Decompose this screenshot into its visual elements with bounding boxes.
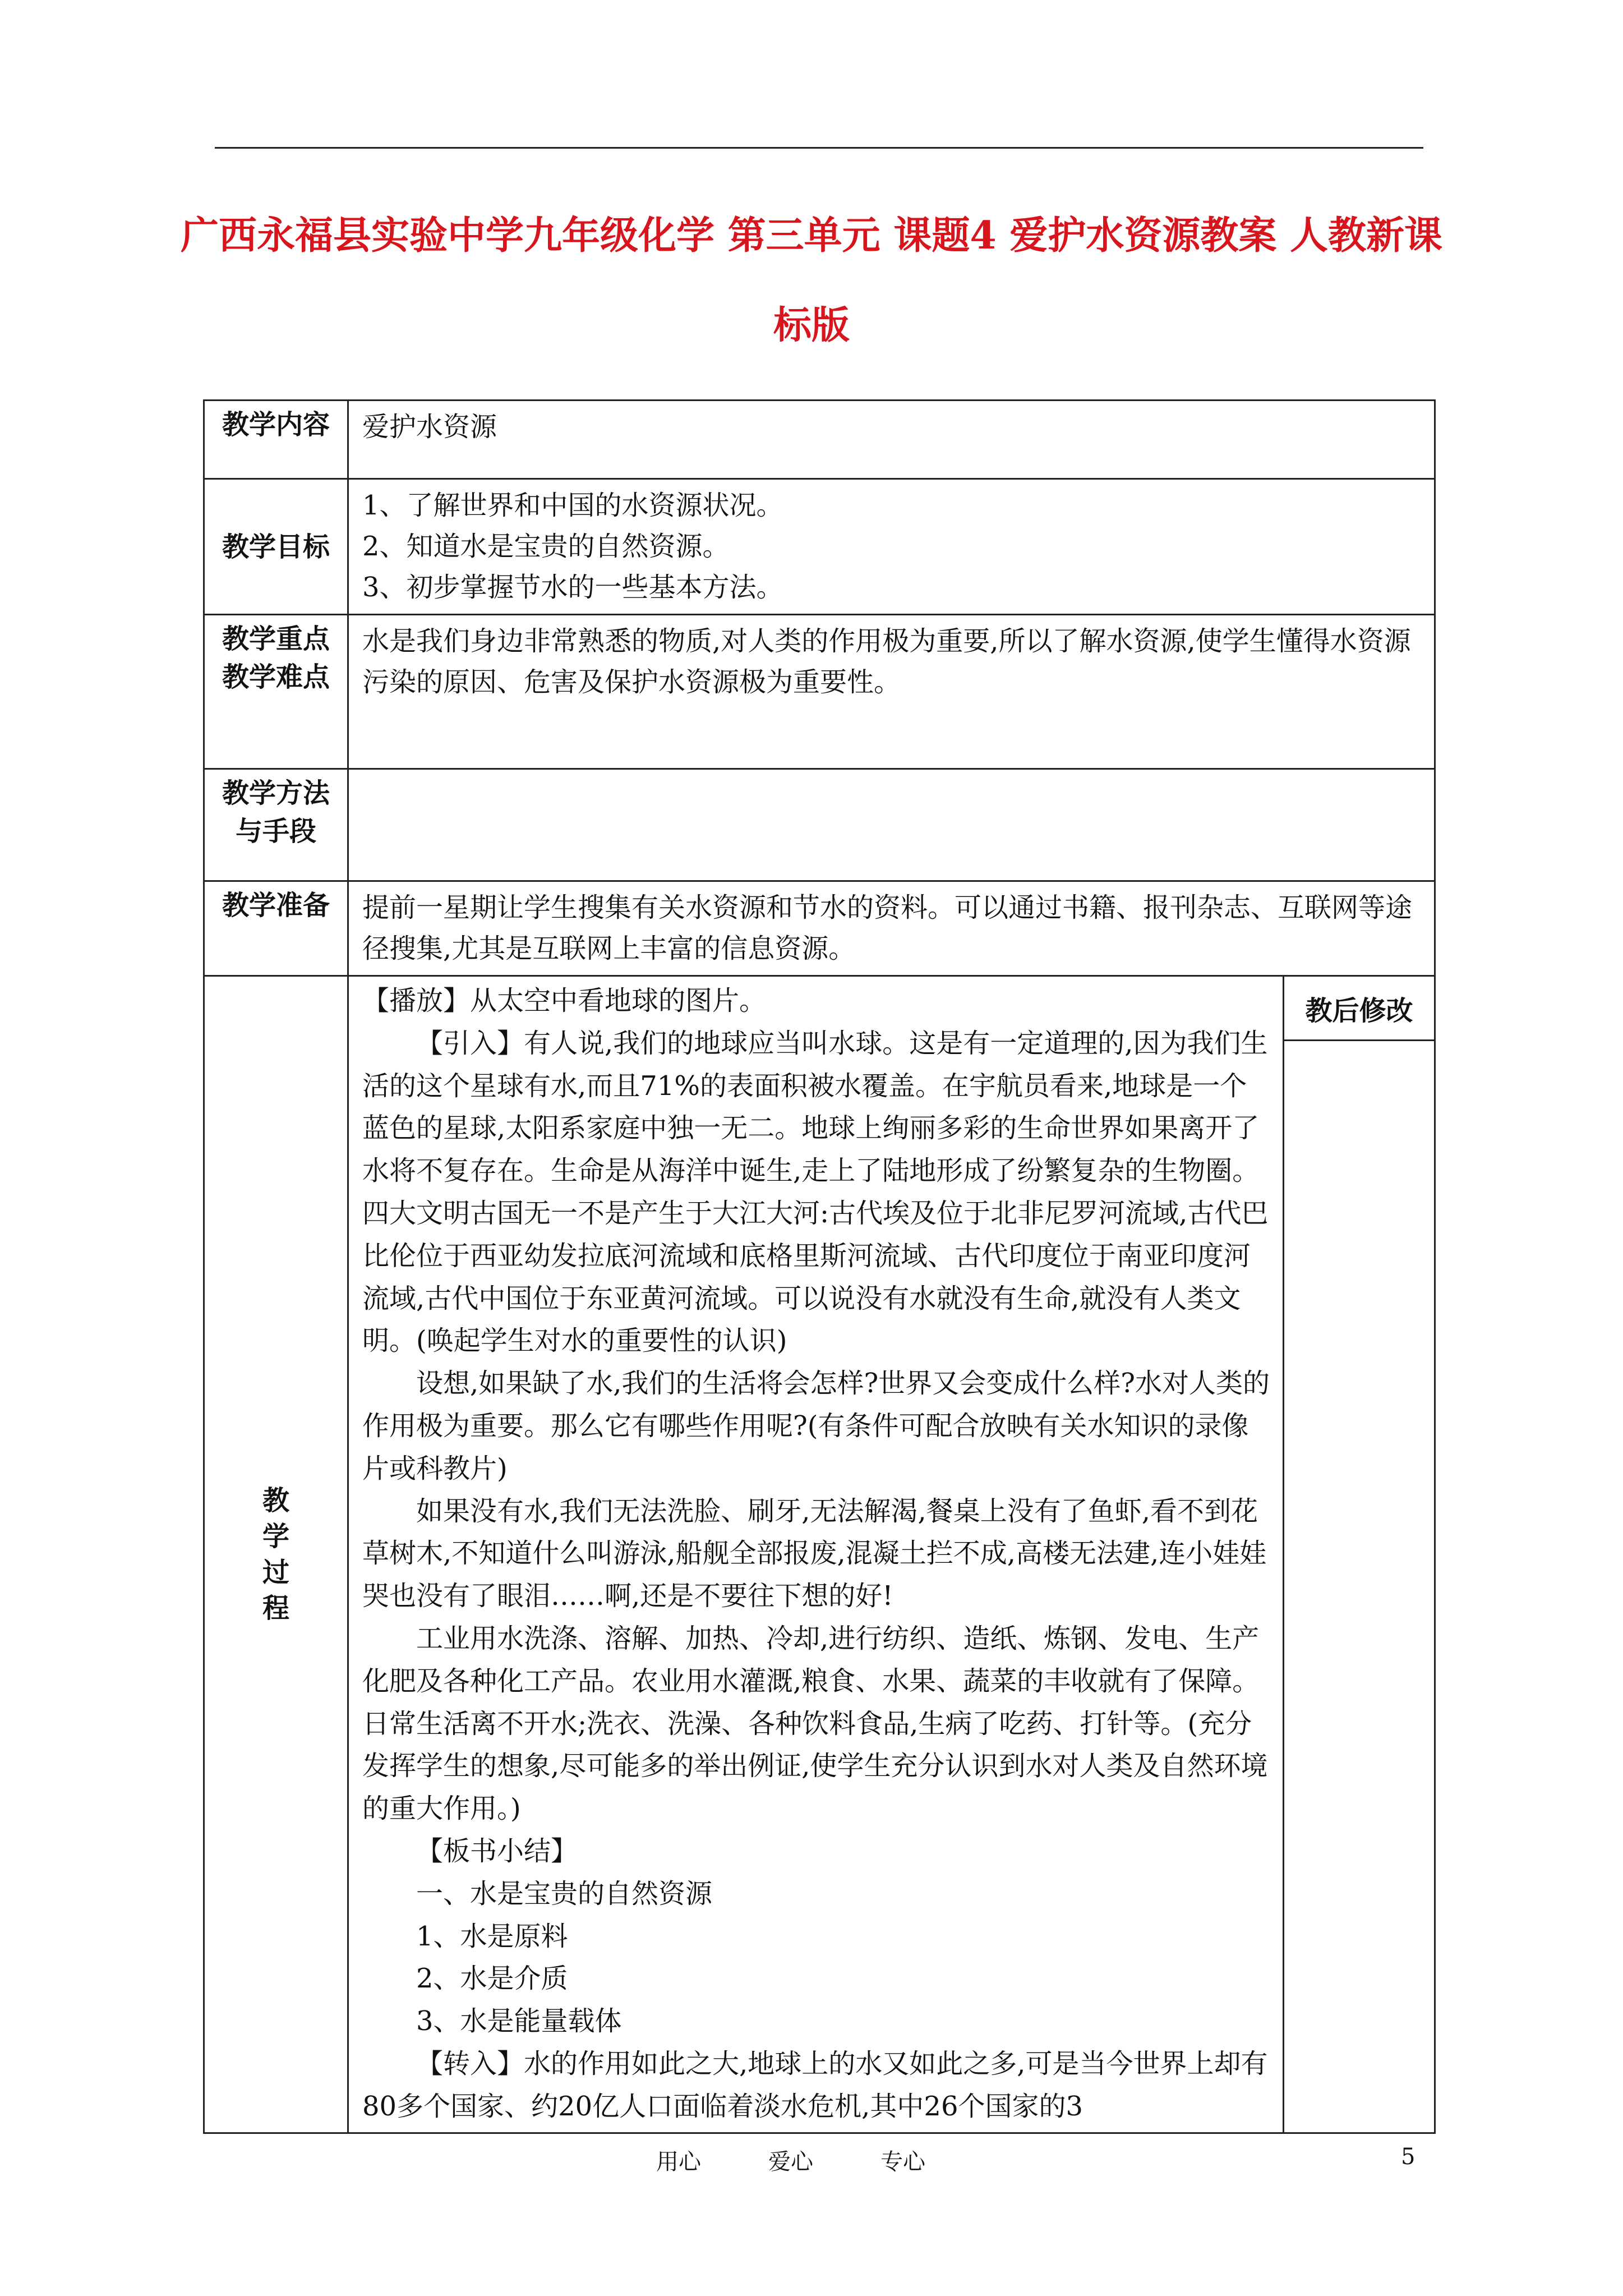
row-focus xyxy=(204,615,1435,769)
revise-header: 教后修改 xyxy=(1284,976,1435,1041)
label-prep: 教学准备 xyxy=(204,881,348,976)
row-goals xyxy=(204,479,1435,615)
goals-cell xyxy=(348,479,1435,615)
process-paragraph: 【播放】从太空中看地球的图片。 xyxy=(362,985,767,1016)
row-prep xyxy=(204,881,1435,976)
lesson-plan-table xyxy=(203,399,1436,2134)
content-text: 爱护水资源 xyxy=(348,401,1435,479)
footer-left: 用心 xyxy=(656,2149,701,2175)
row-content xyxy=(204,401,1435,479)
footer-mid: 爱心 xyxy=(768,2149,813,2175)
process-paragraph: 【板书小结】 xyxy=(416,1835,578,1867)
process-paragraph: 如果没有水,我们无法洗脸、刷牙,无法解渴,餐桌上没有了鱼虾,看不到花草树木,不知道什么叫游泳,船舰全部报废,混凝土拦不成,高楼无法建,连小娃娃哭也没有了眼泪……啊,还是不要往下想的好! xyxy=(362,1495,1267,1612)
footer-right: 专心 xyxy=(880,2149,925,2175)
row-methods xyxy=(204,769,1435,881)
label-goals: 教学目标 xyxy=(204,479,348,615)
prep-text: 提前一星期让学生搜集有关水资源和节水的资料。可以通过书籍、报刊杂志、互联网等途径搜集,尤其是互联网上丰富的信息资源。 xyxy=(348,881,1435,976)
process-paragraph: 【转入】水的作用如此之大,地球上的水又如此之多,可是当今世界上却有80多个国家、约20亿人口面临着淡水危机,其中26个国家的3 xyxy=(362,2047,1268,2122)
methods-text xyxy=(348,769,1435,881)
process-paragraph: 一、水是宝贵的自然资源 xyxy=(416,1878,713,1910)
process-paragraph: 【引入】有人说,我们的地球应当叫水球。这是有一定道理的,因为我们生活的这个星球有水,而且71%的表面积被水覆盖。在宇航员看来,地球是一个蓝色的星球,太阳系家庭中独一无二。地球上绚丽多彩的生命世界如果离开了水将不复存在。生命是从海洋中诞生,走上了陆地形成了纷繁复杂的生物圈。四大文明古国无一不是产生于大江大河:古代埃及位于北非尼罗河流域,古代巴比伦位于西亚幼发拉底河流域和底格里斯河流域、古代印度位于南亚印度河流域,古代中国位于东亚黄河流域。可以说没有水就没有生命,就没有人类文明。(唤起学生对水的重要性的认识) xyxy=(362,1027,1269,1357)
page-footer xyxy=(0,2144,1623,2178)
process-label-text: 教学过程 xyxy=(262,1485,290,1624)
goal-item: 2、知道水是宝贵的自然资源。 xyxy=(362,531,730,562)
header-rule xyxy=(215,147,1423,149)
focus-text: 水是我们身边非常熟悉的物质,对人类的作用极为重要,所以了解水资源,使学生懂得水资源污染的原因、危害及保护水资源极为重要性。 xyxy=(348,615,1435,769)
goal-item: 3、初步掌握节水的一些基本方法。 xyxy=(362,572,783,603)
row-process-head xyxy=(204,976,1435,1041)
process-paragraph: 设想,如果缺了水,我们的生活将会怎样?世界又会变成什么样?水对人类的作用极为重要。那么它有哪些作用呢?(有条件可配合放映有关水知识的录像片或科教片) xyxy=(362,1368,1270,1484)
label-content: 教学内容 xyxy=(204,401,348,479)
process-paragraph: 工业用水洗涤、溶解、加热、冷却,进行纺织、造纸、炼钢、发电、生产化肥及各种化工产品。农业用水灌溉,粮食、水果、蔬菜的丰收就有了保障。日常生活离不开水;洗衣、洗澡、各种饮料食品,生病了吃药、打针等。(充分发挥学生的想象,尽可能多的举出例证,使学生充分认识到水对人类及自然环境的重大作用。) xyxy=(362,1622,1268,1825)
label-methods: 教学方法与手段 xyxy=(204,769,348,881)
process-paragraph: 1、水是原料 xyxy=(416,1920,568,1952)
label-focus: 教学重点教学难点 xyxy=(204,615,348,769)
page-number: 5 xyxy=(1401,2144,1415,2170)
label-process xyxy=(204,976,348,2133)
document-title: 广西永福县实验中学九年级化学 第三单元 课题4 爱护水资源教案 人教新课标版 xyxy=(180,213,1442,348)
process-paragraph: 3、水是能量载体 xyxy=(416,2005,622,2037)
process-body xyxy=(348,976,1284,2133)
revise-notes-cell xyxy=(1284,1041,1435,2133)
goal-item: 1、了解世界和中国的水资源状况。 xyxy=(362,490,783,521)
process-paragraph: 2、水是介质 xyxy=(416,1963,568,1995)
